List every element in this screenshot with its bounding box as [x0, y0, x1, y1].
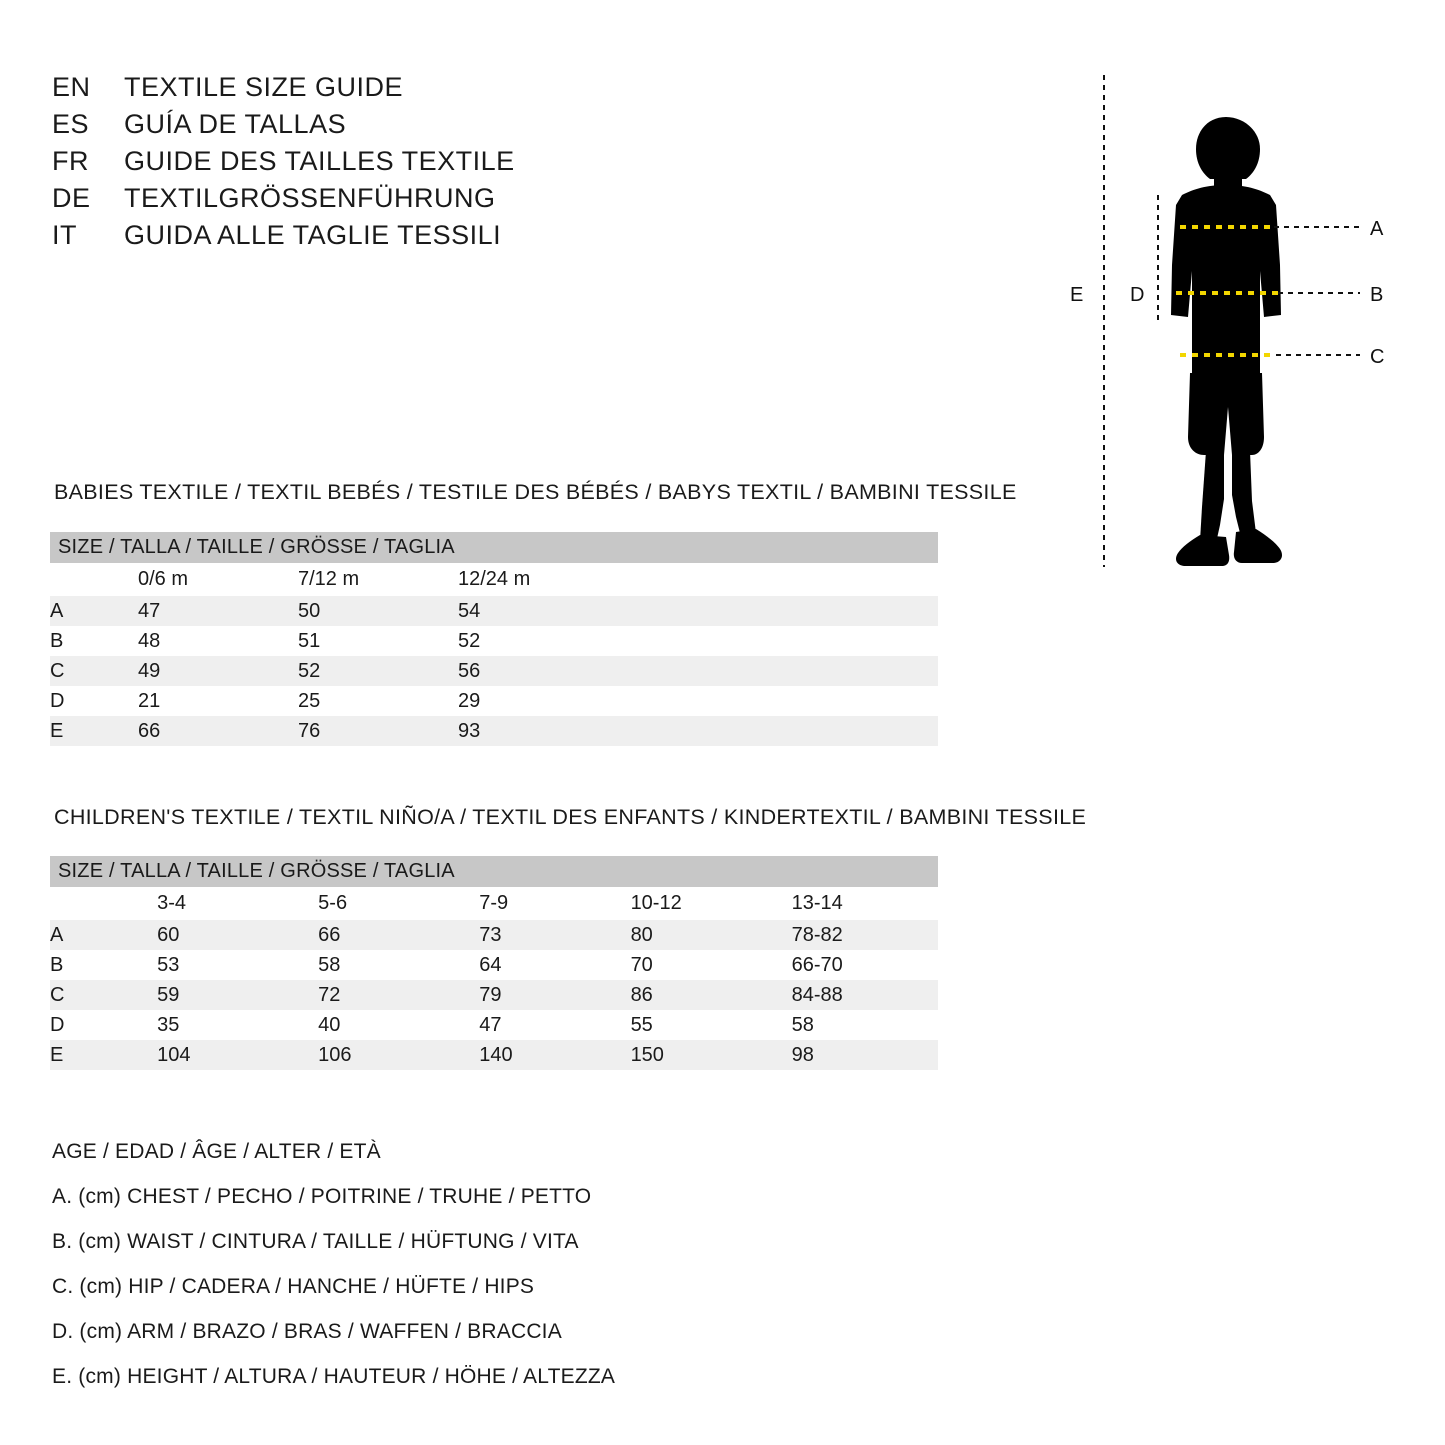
- babies-section-title: BABIES TEXTILE / TEXTIL BEBÉS / TESTILE DES BÉBÉS / BABYS TEXTIL / BAMBINI TESSILE: [54, 480, 1017, 504]
- title-row-fr: [52, 146, 672, 177]
- children-col-4: 13-14: [792, 887, 938, 920]
- cell-value: 52: [458, 626, 618, 656]
- spacer-cell: [618, 716, 938, 746]
- language-code-de: DE: [52, 183, 91, 213]
- corner-cell: [50, 563, 138, 596]
- title-row-en: [52, 72, 672, 103]
- cell-value: 76: [298, 716, 458, 746]
- cell-value: 150: [631, 1040, 792, 1070]
- figure-label-e: E: [1070, 284, 1084, 306]
- table-column-header-row: [50, 563, 938, 596]
- spacer-cell: [618, 596, 938, 626]
- cell-value: 54: [458, 596, 618, 626]
- legend-item-chest: A. (cm) CHEST / PECHO / POITRINE / TRUHE / PETTO: [52, 1185, 592, 1208]
- title-text-de: TEXTILGRÖSSENFÜHRUNG: [124, 183, 496, 213]
- children-col-2: 7-9: [479, 887, 630, 920]
- cell-value: 25: [298, 686, 458, 716]
- row-label: C: [50, 980, 157, 1010]
- spacer-cell: [618, 656, 938, 686]
- table-header-row: [50, 856, 938, 887]
- row-label: E: [50, 716, 138, 746]
- table-row: [50, 686, 938, 716]
- table-row: [50, 920, 938, 950]
- language-code-it: IT: [52, 220, 77, 250]
- children-size-table: [50, 856, 938, 1070]
- children-col-3: 10-12: [631, 887, 792, 920]
- language-code-fr: FR: [52, 146, 89, 176]
- cell-value: 53: [157, 950, 318, 980]
- children-section-title: CHILDREN'S TEXTILE / TEXTIL NIÑO/A / TEXTIL DES ENFANTS / KINDERTEXTIL / BAMBINI TESSILE: [54, 805, 1087, 829]
- cell-value: 60: [157, 920, 318, 950]
- row-label: E: [50, 1040, 157, 1070]
- figure-label-b: B: [1370, 284, 1384, 306]
- cell-value: 84-88: [792, 980, 938, 1010]
- measurement-legend: [52, 1140, 812, 1410]
- spacer-cell: [618, 626, 938, 656]
- babies-col-0: 0/6 m: [138, 563, 298, 596]
- babies-col-2: 12/24 m: [458, 563, 618, 596]
- table-header-row: [50, 532, 938, 563]
- cell-value: 66: [138, 716, 298, 746]
- corner-cell: [50, 887, 157, 920]
- legend-item-arm: D. (cm) ARM / BRAZO / BRAS / WAFFEN / BRACCIA: [52, 1320, 562, 1343]
- measure-leaders: [1274, 227, 1360, 355]
- cell-value: 80: [631, 920, 792, 950]
- legend-item-age: AGE / EDAD / ÂGE / ALTER / ETÀ: [52, 1140, 381, 1163]
- babies-size-table: [50, 532, 938, 746]
- title-block: [52, 72, 672, 257]
- table-row: [50, 1010, 938, 1040]
- legend-item-height: E. (cm) HEIGHT / ALTURA / HAUTEUR / HÖHE / ALTEZZA: [52, 1365, 616, 1388]
- title-text-en: TEXTILE SIZE GUIDE: [124, 72, 404, 102]
- cell-value: 140: [479, 1040, 630, 1070]
- title-text-fr: GUIDE DES TAILLES TEXTILE: [124, 146, 515, 176]
- cell-value: 29: [458, 686, 618, 716]
- cell-value: 56: [458, 656, 618, 686]
- row-label: A: [50, 596, 138, 626]
- legend-item-hip: C. (cm) HIP / CADERA / HANCHE / HÜFTE / HIPS: [52, 1275, 535, 1298]
- row-label: B: [50, 950, 157, 980]
- row-label: B: [50, 626, 138, 656]
- cell-value: 50: [298, 596, 458, 626]
- table-row: [50, 626, 938, 656]
- cell-value: 59: [157, 980, 318, 1010]
- cell-value: 49: [138, 656, 298, 686]
- language-code-en: EN: [52, 72, 91, 102]
- figure-label-a: A: [1370, 218, 1384, 240]
- legend-item-waist: B. (cm) WAIST / CINTURA / TAILLE / HÜFTUNG / VITA: [52, 1230, 579, 1253]
- title-text-es: GUÍA DE TALLAS: [124, 109, 347, 139]
- figure-label-d: D: [1130, 284, 1145, 306]
- row-label: A: [50, 920, 157, 950]
- cell-value: 72: [318, 980, 479, 1010]
- children-col-1: 5-6: [318, 887, 479, 920]
- cell-value: 52: [298, 656, 458, 686]
- cell-value: 64: [479, 950, 630, 980]
- table-row: [50, 716, 938, 746]
- title-row-es: [52, 109, 672, 140]
- children-table-header: SIZE / TALLA / TAILLE / GRÖSSE / TAGLIA: [50, 856, 938, 887]
- spacer-cell: [618, 686, 938, 716]
- row-label: D: [50, 686, 138, 716]
- children-col-0: 3-4: [157, 887, 318, 920]
- cell-value: 47: [479, 1010, 630, 1040]
- figure-label-c: C: [1370, 346, 1385, 368]
- cell-value: 40: [318, 1010, 479, 1040]
- babies-col-1: 7/12 m: [298, 563, 458, 596]
- title-text-it: GUIDA ALLE TAGLIE TESSILI: [124, 220, 502, 250]
- table-row: [50, 656, 938, 686]
- cell-value: 86: [631, 980, 792, 1010]
- table-column-header-row: [50, 887, 938, 920]
- cell-value: 70: [631, 950, 792, 980]
- child-silhouette-icon: [1171, 117, 1282, 566]
- table-row: [50, 1040, 938, 1070]
- table-row: [50, 950, 938, 980]
- cell-value: 58: [318, 950, 479, 980]
- cell-value: 58: [792, 1010, 938, 1040]
- row-label: C: [50, 656, 138, 686]
- cell-value: 106: [318, 1040, 479, 1070]
- babies-table-header: SIZE / TALLA / TAILLE / GRÖSSE / TAGLIA: [50, 532, 938, 563]
- cell-value: 66-70: [792, 950, 938, 980]
- table-row: [50, 980, 938, 1010]
- cell-value: 93: [458, 716, 618, 746]
- cell-value: 104: [157, 1040, 318, 1070]
- cell-value: 98: [792, 1040, 938, 1070]
- cell-value: 55: [631, 1010, 792, 1040]
- measurement-figure: [1030, 55, 1430, 575]
- title-row-de: [52, 183, 672, 214]
- title-row-it: [52, 220, 672, 251]
- row-label: D: [50, 1010, 157, 1040]
- cell-value: 73: [479, 920, 630, 950]
- cell-value: 66: [318, 920, 479, 950]
- cell-value: 51: [298, 626, 458, 656]
- cell-value: 35: [157, 1010, 318, 1040]
- language-code-es: ES: [52, 109, 90, 139]
- table-row: [50, 596, 938, 626]
- cell-value: 21: [138, 686, 298, 716]
- spacer-cell: [618, 563, 938, 596]
- cell-value: 78-82: [792, 920, 938, 950]
- cell-value: 47: [138, 596, 298, 626]
- cell-value: 79: [479, 980, 630, 1010]
- cell-value: 48: [138, 626, 298, 656]
